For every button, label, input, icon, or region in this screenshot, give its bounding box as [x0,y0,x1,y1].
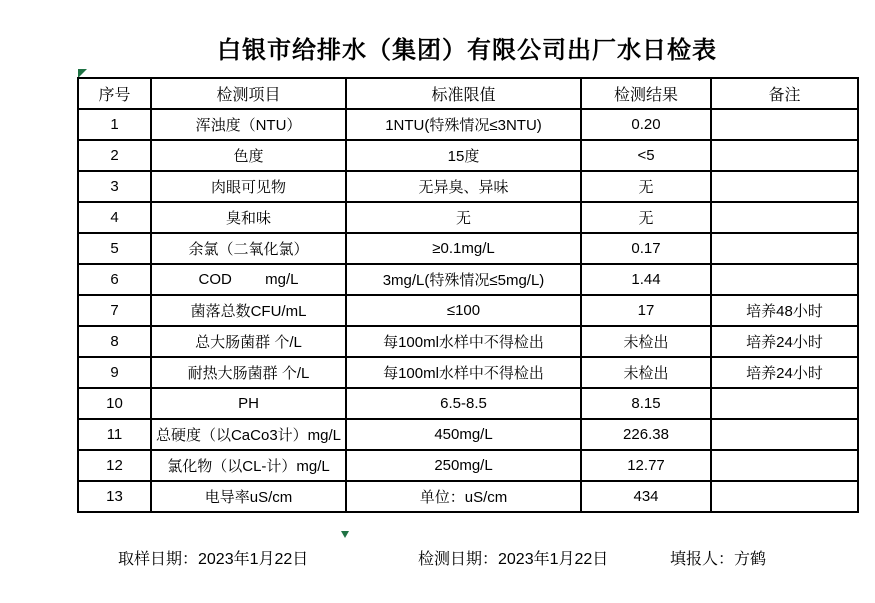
table-row [78,295,858,326]
row-no: 1 [78,109,151,140]
row-no: 2 [78,140,151,171]
sampling-date-label: 取样日期：2023年1月22日 [118,551,309,568]
item-name: PH [151,388,346,419]
footer [0,546,875,568]
item-name: 电导率uS/cm [151,481,346,512]
test-result: 0.17 [581,233,711,264]
table-row [78,202,858,233]
row-no: 4 [78,202,151,233]
table-row [78,233,858,264]
remark [711,140,858,171]
item-name: 总大肠菌群 个/L [151,326,346,357]
remark [711,202,858,233]
table-row [78,419,858,450]
item-name: 肉眼可见物 [151,171,346,202]
table-row [78,357,858,388]
remark: 培养24小时 [711,326,858,357]
row-no: 7 [78,295,151,326]
test-result: 12.77 [581,450,711,481]
reporter-label: 填报人：方鹤 [670,551,767,568]
table-row [78,264,858,295]
header-row [78,78,858,109]
item-name: 耐热大肠菌群 个/L [151,357,346,388]
standard-limit: 250mg/L [346,450,581,481]
standard-limit: 单位：uS/cm [346,481,581,512]
standard-limit: 每100ml水样中不得检出 [346,357,581,388]
item-name: 浑浊度（NTU） [151,109,346,140]
test-result: 8.15 [581,388,711,419]
row-no: 9 [78,357,151,388]
column-header-4: 备注 [711,78,858,109]
item-name: 氯化物（以CL-计）mg/L [151,450,346,481]
row-no: 8 [78,326,151,357]
standard-limit: 15度 [346,140,581,171]
test-result: 无 [581,171,711,202]
table-row [78,388,858,419]
table-row [78,481,858,512]
row-no: 3 [78,171,151,202]
table-row [78,326,858,357]
item-name: 臭和味 [151,202,346,233]
standard-limit: 1NTU(特殊情况≤3NTU) [346,109,581,140]
green-down-triangle-icon [341,531,349,538]
test-result: <5 [581,140,711,171]
table-body [78,109,858,512]
test-result: 未检出 [581,357,711,388]
table-row [78,450,858,481]
table-row [78,109,858,140]
column-header-1: 检测项目 [151,78,346,109]
standard-limit: 无 [346,202,581,233]
standard-limit: ≤100 [346,295,581,326]
remark [711,450,858,481]
remark [711,171,858,202]
item-name: 余氯（二氧化氯） [151,233,346,264]
row-no: 12 [78,450,151,481]
row-no: 6 [78,264,151,295]
row-no: 5 [78,233,151,264]
test-result: 434 [581,481,711,512]
test-date-label: 检测日期：2023年1月22日 [418,551,609,568]
column-header-2: 标准限值 [346,78,581,109]
standard-limit: 每100ml水样中不得检出 [346,326,581,357]
standard-limit: 450mg/L [346,419,581,450]
table-row [78,171,858,202]
remark: 培养24小时 [711,357,858,388]
test-result: 226.38 [581,419,711,450]
item-name: 色度 [151,140,346,171]
test-result: 0.20 [581,109,711,140]
standard-limit: 3mg/L(特殊情况≤5mg/L) [346,264,581,295]
remark [711,264,858,295]
remark: 培养48小时 [711,295,858,326]
table-row [78,140,858,171]
inspection-table [77,77,859,513]
column-header-3: 检测结果 [581,78,711,109]
page-title: 白银市给排水（集团）有限公司出厂水日检表 [217,37,717,64]
standard-limit: 无异臭、异味 [346,171,581,202]
test-result: 1.44 [581,264,711,295]
row-no: 13 [78,481,151,512]
standard-limit: ≥0.1mg/L [346,233,581,264]
remark [711,233,858,264]
row-no: 11 [78,419,151,450]
remark [711,419,858,450]
standard-limit: 6.5-8.5 [346,388,581,419]
test-result: 无 [581,202,711,233]
remark [711,388,858,419]
item-name: 菌落总数CFU/mL [151,295,346,326]
row-no: 10 [78,388,151,419]
item-name: COD mg/L [151,264,346,295]
column-header-0: 序号 [78,78,151,109]
test-result: 未检出 [581,326,711,357]
remark [711,109,858,140]
remark [711,481,858,512]
test-result: 17 [581,295,711,326]
item-name: 总硬度（以CaCo3计）mg/L [151,419,346,450]
